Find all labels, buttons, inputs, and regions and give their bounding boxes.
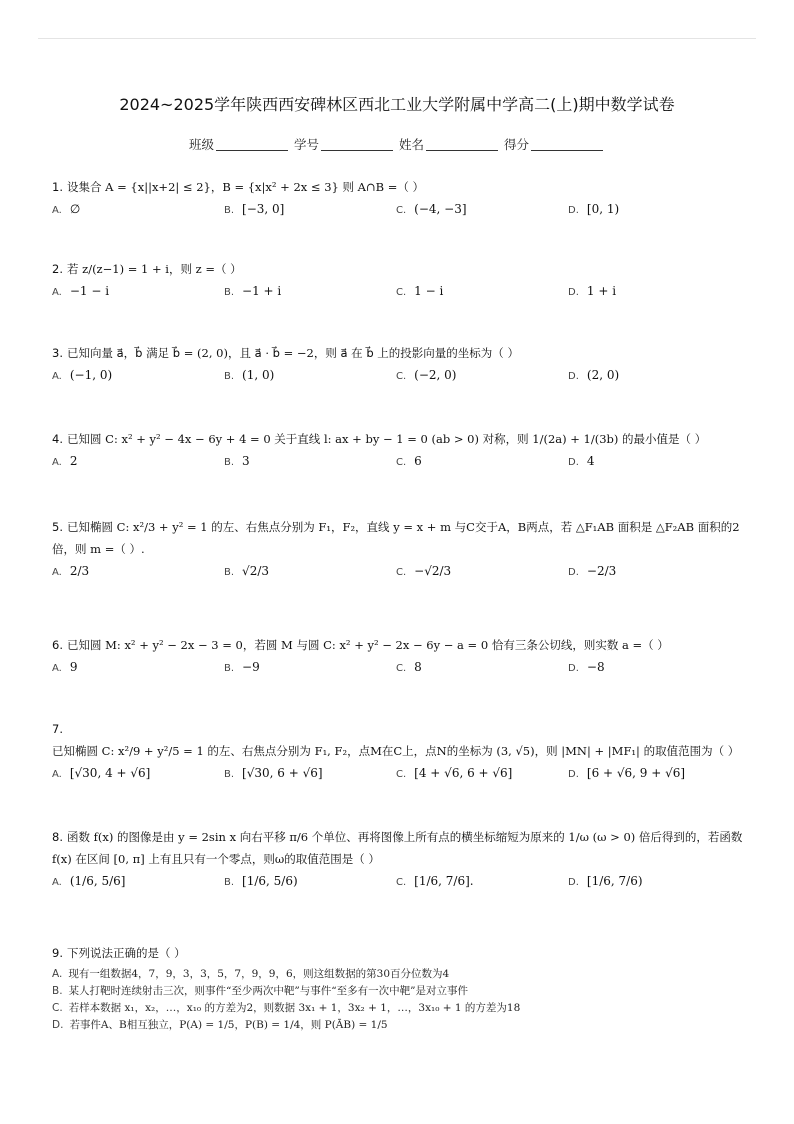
option-a[interactable]: A. 2 — [52, 454, 78, 468]
option-b[interactable]: B. [√30, 6 + √6] — [224, 766, 323, 780]
option-d[interactable]: D. −8 — [568, 660, 605, 674]
score-label: 得分 — [503, 137, 529, 152]
question-stem: 9. 下列说法正确的是（ ） — [52, 946, 186, 960]
question-2 — [52, 258, 752, 314]
option-a[interactable]: A. −1 − i — [52, 284, 110, 298]
question-stem: 7.已知椭圆 C: x²/9 + y²/5 = 1 的左、右焦点分别为 F₁, F₂，点M在C上，点N的坐标为 (3, √5)，则 |MN| + |MF₁| 的取值范围为（ ） — [52, 722, 740, 758]
option-a[interactable]: A. (1/6, 5/6] — [52, 874, 126, 888]
student-info-line — [0, 135, 794, 153]
option-c[interactable]: C. 6 — [396, 454, 422, 468]
score-blank[interactable] — [531, 138, 603, 151]
option-d[interactable]: D. [0, 1) — [568, 202, 620, 216]
question-stem: 1. 设集合 A = {x||x+2| ≤ 2}，B = {x|x² + 2x ≤ 3} 则 A∩B =（ ） — [52, 180, 424, 194]
question-stem: 6. 已知圆 M: x² + y² − 2x − 3 = 0，若圆 M 与圆 C: x² + y² − 2x − 6y − a = 0 恰有三条公切线，则实数 a =（ ） — [52, 638, 669, 652]
option-c[interactable]: C. 8 — [396, 660, 422, 674]
option-a[interactable]: A. ∅ — [52, 202, 81, 216]
option-b[interactable]: B. 3 — [224, 454, 250, 468]
question-7 — [52, 718, 752, 796]
question-stem: 3. 已知向量 a⃗，b⃗ 满足 b⃗ = (2, 0)，且 a⃗ · b⃗ = −2，则 a⃗ 在 b⃗ 上的投影向量的坐标为（ ） — [52, 346, 519, 360]
option-b[interactable]: B. (1, 0) — [224, 368, 275, 382]
options-row — [52, 874, 752, 904]
page-top-rule — [38, 38, 756, 39]
option-b[interactable]: B. [1/6, 5/6) — [224, 874, 298, 888]
question-5 — [52, 516, 752, 594]
statement-c[interactable]: C. 若样本数据 x₁，x₂，…，x₁₀ 的方差为2，则数据 3x₁ + 1，3x₂ + 1，…，3x₁₀ + 1 的方差为18 — [52, 1002, 521, 1014]
option-c[interactable]: C. 1 − i — [396, 284, 444, 298]
option-d[interactable]: D. 1 + i — [568, 284, 617, 298]
statement-b[interactable]: B. 某人打靶时连续射击三次，则事件“至少两次中靶”与事件“至多有一次中靶”是对立事件 — [52, 985, 469, 997]
question-stem: 8. 函数 f(x) 的图像是由 y = 2sin x 向右平移 π/6 个单位、再将图像上所有点的横坐标缩短为原来的 1/ω (ω > 0) 倍后得到的，若函数 f(x) 在区间 [0, π] 上有且只有一个零点，则ω的取值范围是（ ） — [52, 830, 743, 866]
options-row — [52, 454, 752, 484]
options-row — [52, 368, 752, 398]
option-b[interactable]: B. −1 + i — [224, 284, 282, 298]
option-d[interactable]: D. [1/6, 7/6) — [568, 874, 643, 888]
options-row — [52, 660, 752, 690]
question-6 — [52, 634, 752, 690]
question-stem: 2. 若 z/(z−1) = 1 + i，则 z =（ ） — [52, 262, 242, 276]
option-c[interactable]: C. (−4, −3] — [396, 202, 467, 216]
option-b[interactable]: B. √2/3 — [224, 564, 270, 578]
question-9 — [52, 942, 752, 1034]
question-4 — [52, 428, 752, 484]
option-d[interactable]: D. −2/3 — [568, 564, 617, 578]
option-b[interactable]: B. [−3, 0] — [224, 202, 285, 216]
option-a[interactable]: A. (−1, 0) — [52, 368, 113, 382]
options-row — [52, 766, 752, 796]
options-row — [52, 284, 752, 314]
option-c[interactable]: C. [4 + √6, 6 + √6] — [396, 766, 513, 780]
statement-list — [52, 966, 752, 1034]
statement-a[interactable]: A. 现有一组数据4，7，9，3，3，5，7，9，9，6，则这组数据的第30百分位数为4 — [52, 968, 450, 980]
options-row — [52, 564, 752, 594]
number-blank[interactable] — [321, 138, 393, 151]
class-label: 班级 — [188, 137, 214, 152]
statement-d[interactable]: D. 若事件A、B相互独立，P(A) = 1/5，P(B) = 1/4，则 P(ĀB) = 1/5 — [52, 1019, 388, 1031]
name-blank[interactable] — [426, 138, 498, 151]
option-d[interactable]: D. 4 — [568, 454, 595, 468]
name-label: 姓名 — [398, 137, 424, 152]
option-d[interactable]: D. [6 + √6, 9 + √6] — [568, 766, 686, 780]
question-8 — [52, 826, 752, 904]
option-d[interactable]: D. (2, 0) — [568, 368, 620, 382]
question-stem: 4. 已知圆 C: x² + y² − 4x − 6y + 4 = 0 关于直线 l: ax + by − 1 = 0 (ab > 0) 对称，则 1/(2a) + 1/(3b) 的最小值是（ ） — [52, 432, 707, 446]
option-a[interactable]: A. 9 — [52, 660, 78, 674]
class-blank[interactable] — [216, 138, 288, 151]
option-c[interactable]: C. (−2, 0) — [396, 368, 457, 382]
option-c[interactable]: C. −√2/3 — [396, 564, 452, 578]
option-a[interactable]: A. [√30, 4 + √6] — [52, 766, 151, 780]
question-1 — [52, 176, 752, 232]
options-row — [52, 202, 752, 232]
exam-title: 2024~2025学年陕西西安碑林区西北工业大学附属中学高二(上)期中数学试卷 — [119, 95, 675, 114]
question-stem: 5. 已知椭圆 C: x²/3 + y² = 1 的左、右焦点分别为 F₁，F₂，直线 y = x + m 与C交于A，B两点，若 △F₁AB 面积是 △F₂AB 面积的2倍，则 m =（ ）. — [52, 520, 740, 556]
option-b[interactable]: B. −9 — [224, 660, 260, 674]
question-3 — [52, 342, 752, 398]
number-label: 学号 — [293, 137, 319, 152]
option-c[interactable]: C. [1/6, 7/6]. — [396, 874, 474, 888]
option-a[interactable]: A. 2/3 — [52, 564, 90, 578]
